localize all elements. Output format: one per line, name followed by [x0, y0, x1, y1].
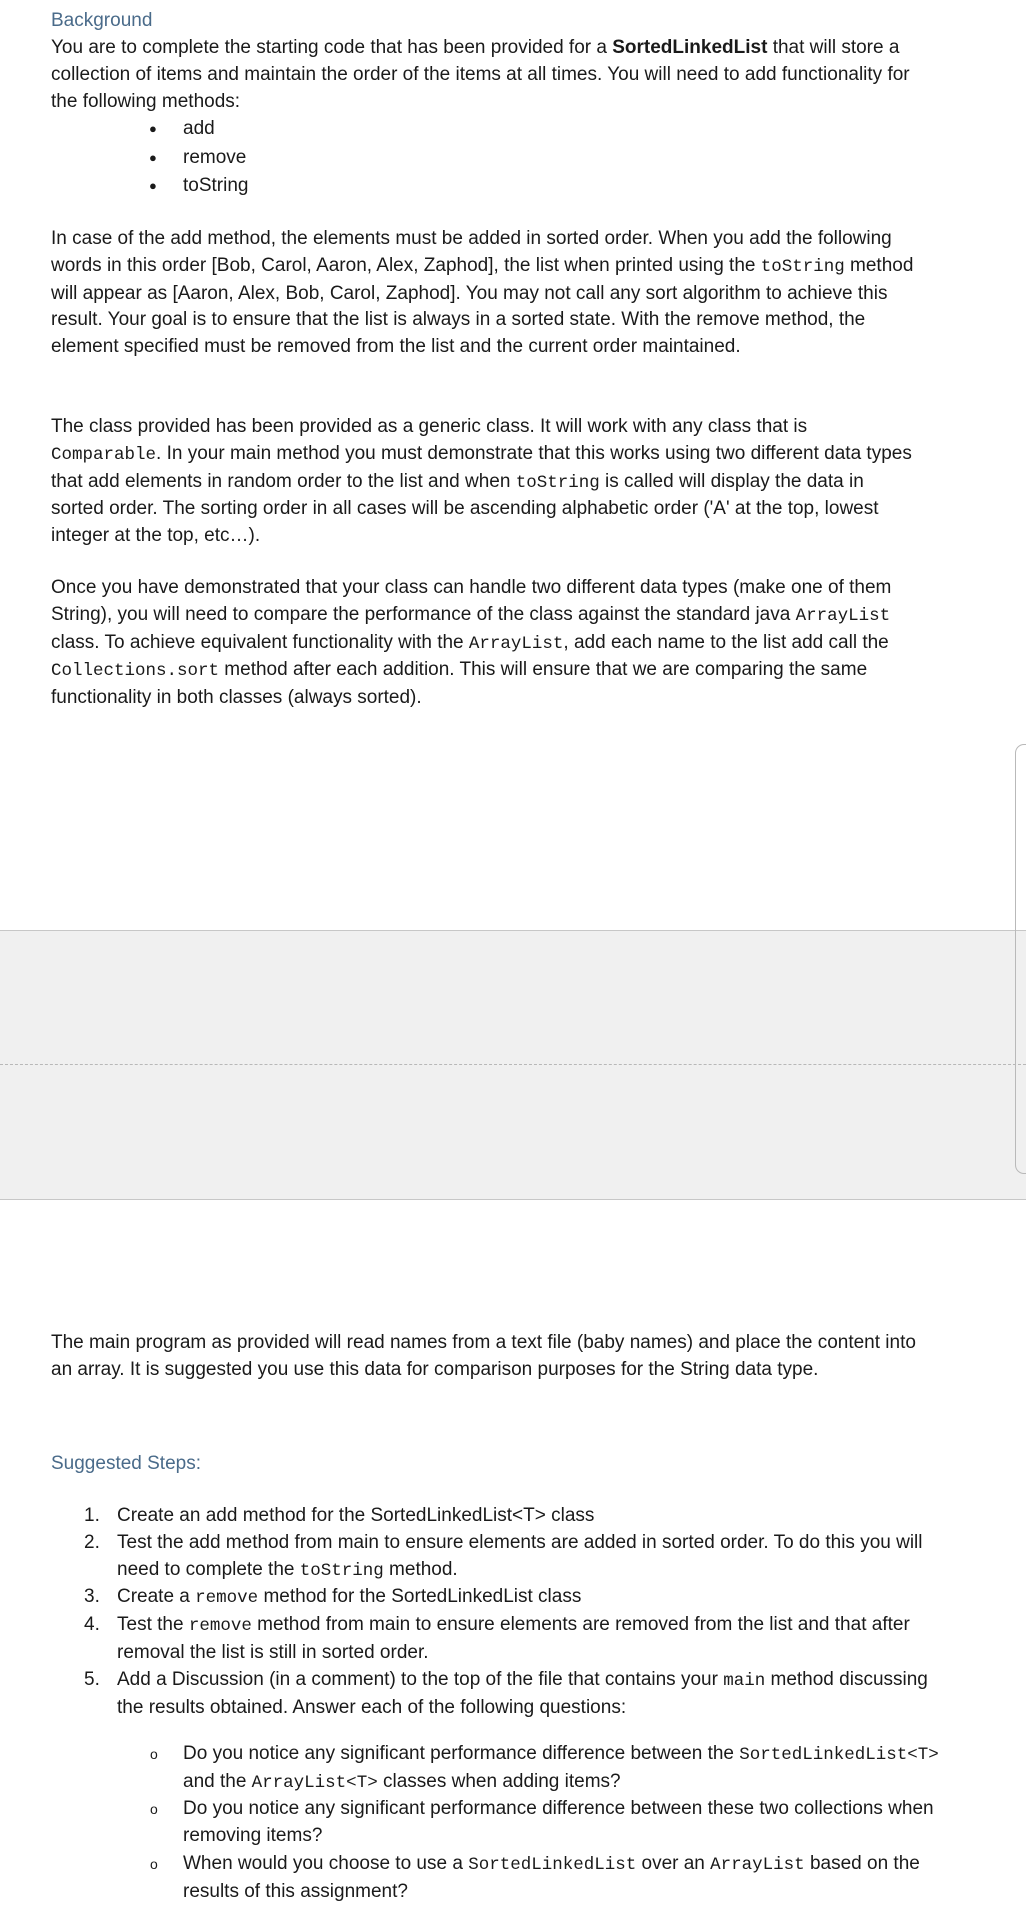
- side-panel-edge: [1015, 744, 1026, 1174]
- list-item: 5. Add a Discussion (in a comment) to the top of the file that contains your main method discussing the results obtained. Answer each of the following questions:: [84, 1668, 928, 1718]
- steps-list: [51, 1503, 931, 1721]
- background-heading: Background: [51, 10, 153, 31]
- page-break-area: [0, 930, 1026, 1200]
- list-item: ● add: [0, 116, 248, 145]
- generic-class-paragraph: The class provided has been provided as a generic class. It will work with any class that is Comparable. In your main method you must demonstrate that this works using two different data types that add elements in random order to the list and when toString is called will display the data in sorted order. The sorting order in all cases will be ascending alphabetic order ('A' at the top, lowest integer at the top, etc…).: [51, 416, 912, 547]
- list-item: 3. Create a remove method for the SortedLinkedList class: [84, 1586, 582, 1609]
- list-item: ● remove: [0, 145, 248, 174]
- list-item: 4. Test the remove method from main to ensure elements are removed from the list and that after removal the list is still in sorted order.: [84, 1614, 910, 1663]
- list-item: o Do you notice any significant performance difference between these two collections when removing items?: [0, 1796, 960, 1851]
- add-method-paragraph: In case of the add method, the elements must be added in sorted order. When you add the following words in this order [Bob, Carol, Aaron, Alex, Zaphod], the list when printed using the toString method will appear as [Aaron, Alex, Bob, Carol, Zaphod]. You may not call any sort algorithm to achieve this result. Your goal is to ensure that the list is always in a sorted state. With the remove method, the element specified must be removed from the list and the current order maintained.: [51, 228, 914, 358]
- intro-paragraph: You are to complete the starting code that has been provided for a SortedLinkedList that will store a collection of items and maintain the order of the items at all times. You will need to add functionality for the following methods:: [51, 37, 910, 112]
- list-item: o When would you choose to use a SortedLinkedList over an ArrayList based on the results of this assignment?: [0, 1851, 960, 1906]
- steps-heading: Suggested Steps:: [51, 1453, 201, 1474]
- questions-list: [0, 1741, 960, 1906]
- list-item: 2. Test the add method from main to ensure elements are added in sorted order. To do this you will need to complete the toString method.: [84, 1531, 923, 1581]
- main-program-paragraph: The main program as provided will read names from a text file (baby names) and place the content into an array. It is suggested you use this data for comparison purposes for the String data type.: [51, 1332, 916, 1380]
- list-item: o Do you notice any significant performance difference between the SortedLinkedList<T> and the ArrayList<T> classes when adding items?: [0, 1741, 960, 1796]
- class-name-bold: SortedLinkedList: [612, 37, 768, 58]
- list-item: ● toString: [0, 173, 248, 202]
- dashed-separator: [0, 1064, 1026, 1065]
- comparison-paragraph: Once you have demonstrated that your class can handle two different data types (make one of them String), you will need to compare the performance of the class against the standard java ArrayList class. To achieve equivalent functionality with the ArrayList, add each name to the list add call the Collections.sort method after each addition. This will ensure that we are comparing the same functionality in both classes (always sorted).: [51, 577, 892, 709]
- methods-list: [0, 116, 248, 202]
- list-item: 1. Create an add method for the SortedLinkedList<T> class: [84, 1505, 595, 1526]
